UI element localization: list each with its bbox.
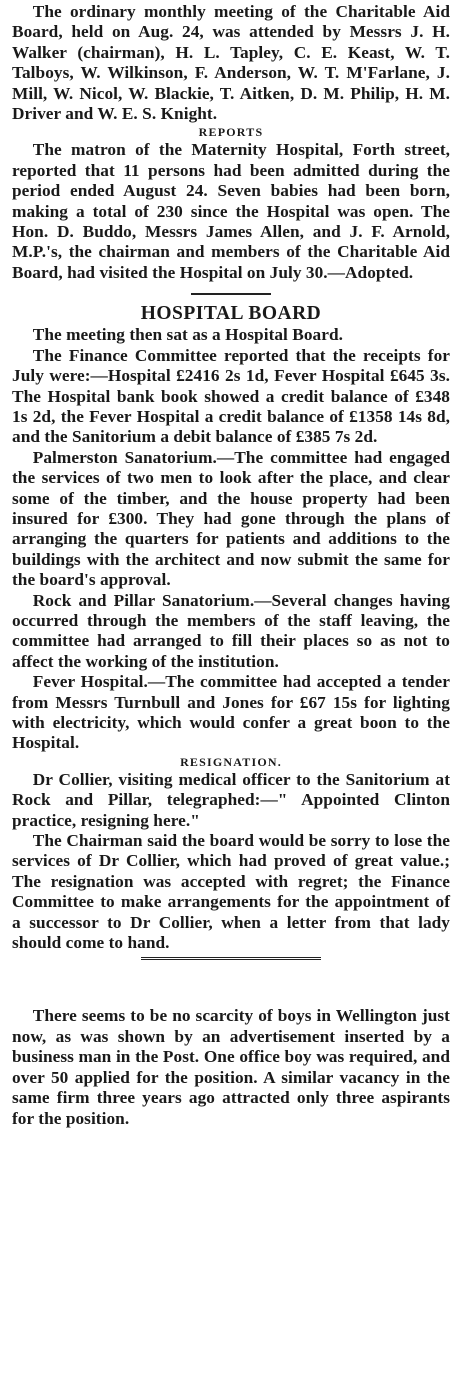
resignation-heading: RESIGNATION. xyxy=(180,754,282,769)
chairman-paragraph: The Chairman said the board would be sorry to lose the services of Dr Collier, which had proved of great value.; The resignation was accepted with regret; the Finance Committee to make arrangements for the appointment of a successor to Dr Collier, when a letter from that lady should come to hand. xyxy=(12,831,450,953)
meeting-paragraph: The ordinary monthly meeting of the Charitable Aid Board, held on Aug. 24, was attended by Messrs J. H. Walker (chairman), H. L. Tapley, C. E. Keast, W. T. Talboys, W. Wilkinson, F. Anderson, W. T. M'Farlane, J. Mill, W. Nicol, W. Blackie, T. Aitken, D. M. Philip, H. M. Driver and W. E. S. Knight. xyxy=(12,2,450,124)
fever-hospital-paragraph: Fever Hospital.—The committee had accepted a tender from Messrs Turnbull and Jones for £67 15s for lighting with electricity, which would confer a great boon to the Hospital. xyxy=(12,672,450,753)
wellington-paragraph: There seems to be no scarcity of boys in Wellington just now, as was shown by an advertisement inserted by a business man in the Post. One office boy was required, and over 50 applied for the position. A similar vacancy in the same firm three years ago attracted only three aspirants for the position. xyxy=(12,1006,450,1128)
reports-paragraph: The matron of the Maternity Hospital, Forth street, reported that 11 persons had been admitted during the period ended August 24. Seven babies had been born, making a total of 230 since the Hospital was open. The Hon. D. Buddo, Messrs James Allen, and J. F. Arnold, M.P.'s, the chairman and members of the Charitable Aid Board, had visited the Hospital on July 30.—Adopted. xyxy=(12,140,450,282)
rock-pillar-paragraph: Rock and Pillar Sanatorium.—Several changes having occurred through the members of the staff leaving, the committee had arranged to fill their places so as not to affect the working of the institution. xyxy=(12,590,450,671)
collier-paragraph: Dr Collier, visiting medical officer to the Sanitorium at Rock and Pillar, telegraphed:—" Appointed Clinton practice, resigning here." xyxy=(12,769,450,830)
palmerston-paragraph: Palmerston Sanatorium.—The committee had engaged the services of two men to look after the place, and clear some of the timber, and the house property had been insured for £300. They had gone through the plans of arranging the quarters for patients and additions to the buildings with the architect and now submit the same for the board's approval. xyxy=(12,447,450,590)
hospital-board-heading: HOSPITAL BOARD xyxy=(140,303,322,325)
reports-heading: REPORTS xyxy=(198,125,264,140)
finance-paragraph: The Finance Committee reported that the receipts for July were:—Hospital £2416 2s 1d, Fever Hospital £645 3s. The Hospital bank book showed a credit balance of £348 1s 2d, the Fever Hospital a credit balance of £1358 14s 8d, and the Sanitorium a debit balance of £385 7s 2d. xyxy=(12,345,450,447)
section-divider xyxy=(191,293,271,295)
column-gap xyxy=(12,960,450,1006)
hospital-intro-paragraph: The meeting then sat as a Hospital Board. xyxy=(32,325,343,345)
